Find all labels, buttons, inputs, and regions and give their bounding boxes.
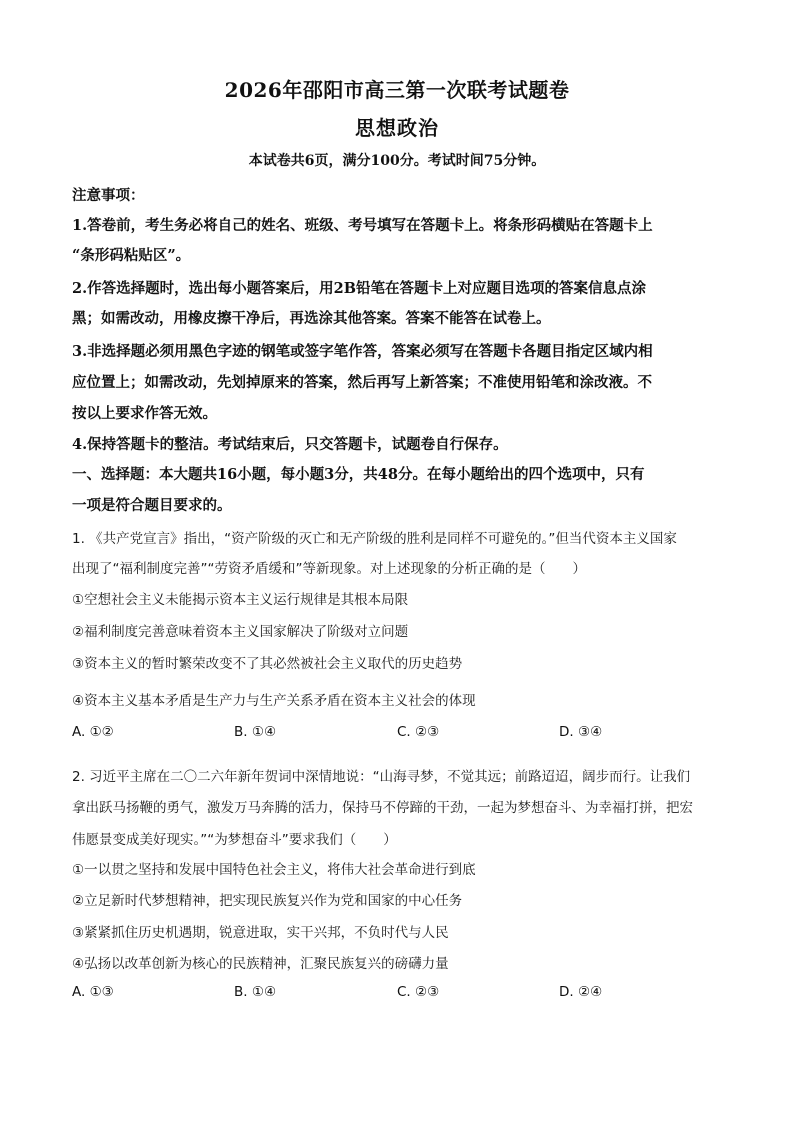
question-1-stem: 出现了“福利制度完善”“劳资矛盾缓和”等新现象。对上述现象的分析正确的是（ ）	[72, 561, 586, 577]
question-2-statement: ③紧紧抓住历史机遇期，锐意进取，实干兴邦，不负时代与人民	[72, 925, 449, 941]
question-2-stem: 拿出跃马扬鞭的勇气，激发万马奔腾的活力，保持马不停蹄的干劲，一起为梦想奋斗、为幸福打拼，把宏	[72, 800, 693, 816]
option-c[interactable]: C. ②③	[397, 724, 440, 740]
option-a[interactable]: A. ①②	[72, 724, 114, 740]
section-heading: 一、选择题：本大题共16小题，每小题3分，共48分。在每小题给出的四个选项中，只有	[72, 466, 645, 483]
question-1-statement: ①空想社会主义未能揭示资本主义运行规律是其根本局限	[72, 592, 409, 608]
question-2-stem: 伟愿景变成美好现实。”“为梦想奋斗”要求我们（ ）	[72, 832, 397, 848]
question-2-statement: ②立足新时代梦想精神，把实现民族复兴作为党和国家的中心任务	[72, 893, 463, 909]
section-heading: 一项是符合题目要求的。	[72, 497, 232, 514]
option-a[interactable]: A. ①③	[72, 984, 114, 1000]
option-d[interactable]: D. ③④	[559, 724, 603, 740]
exam-subject: 思想政治	[355, 116, 439, 140]
option-b[interactable]: B. ①④	[234, 724, 277, 740]
question-1-statement: ④资本主义基本矛盾是生产力与生产关系矛盾在资本主义社会的体现	[72, 693, 476, 709]
question-1-stem: 1. 《共产党宣言》指出，“资产阶级的灭亡和无产阶级的胜利是同样不可避免的。”但当代资本主义国家	[72, 531, 677, 547]
question-1-statement: ②福利制度完善意味着资本主义国家解决了阶级对立问题	[72, 624, 409, 640]
question-1-options	[72, 724, 732, 744]
option-d[interactable]: D. ②④	[559, 984, 603, 1000]
question-1-statement: ③资本主义的暂时繁荣改变不了其必然被社会主义取代的历史趋势	[72, 656, 463, 672]
notice-line: 应位置上；如需改动，先划掉原来的答案，然后再写上新答案；不准使用铅笔和涂改液。不	[72, 374, 652, 391]
notice-line: 4.保持答题卡的整洁。考试结束后，只交答题卡，试题卷自行保存。	[72, 436, 508, 453]
notice-line: 3.非选择题必须用黑色字迹的钢笔或签字笔作答，答案必须写在答题卡各题目指定区域内相	[72, 343, 653, 360]
question-2-stem: 2. 习近平主席在二〇二六年新年贺词中深情地说：“山海寻梦，不觉其远；前路迢迢，阔步而行。让我们	[72, 769, 691, 785]
question-2-statement: ①一以贯之坚持和发展中国特色社会主义，将伟大社会革命进行到底	[72, 862, 476, 878]
notice-heading: 注意事项：	[72, 187, 145, 204]
notice-line: 黑；如需改动，用橡皮擦干净后，再选涂其他答案。答案不能答在试卷上。	[72, 310, 551, 327]
notice-line: 按以上要求作答无效。	[72, 405, 217, 422]
option-b[interactable]: B. ①④	[234, 984, 277, 1000]
notice-line: “条形码粘贴区”。	[72, 247, 191, 264]
option-c[interactable]: C. ②③	[397, 984, 440, 1000]
exam-title: 2026年邵阳市高三第一次联考试题卷	[224, 78, 570, 102]
notice-line: 1.答卷前，考生务必将自己的姓名、班级、考号填写在答题卡上。将条形码横贴在答题卡上	[72, 217, 653, 234]
notice-line: 2.作答选择题时，选出每小题答案后，用2B铅笔在答题卡上对应题目选项的答案信息点涂	[72, 280, 646, 297]
question-2-statement: ④弘扬以改革创新为核心的民族精神，汇聚民族复兴的磅礴力量	[72, 956, 449, 972]
question-2-options	[72, 984, 732, 1004]
exam-info: 本试卷共6页，满分100分。考试时间75分钟。	[248, 153, 546, 169]
